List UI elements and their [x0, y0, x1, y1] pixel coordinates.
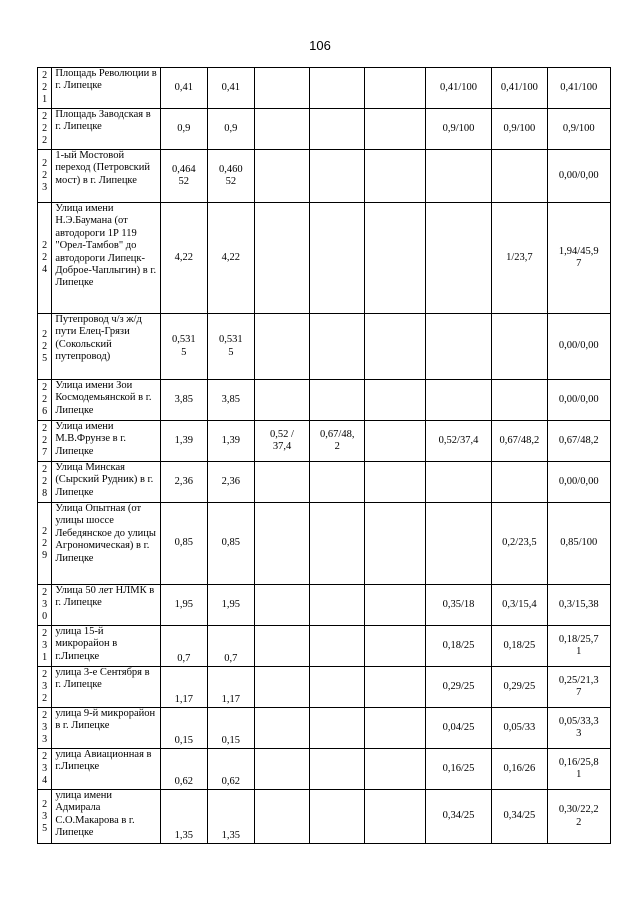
table-row — [38, 203, 611, 314]
length-regional — [207, 585, 254, 626]
value-col-6 — [310, 68, 365, 109]
value-col-10-text: 0,18/25,7 1 — [558, 633, 599, 657]
length-regional-text: 1,17 — [221, 693, 241, 705]
object-name-text: Улица имени М.В.Фрунзе в г. Липецке — [55, 421, 126, 457]
value-col-6 — [310, 314, 365, 380]
row-number-text: 2 3 5 — [42, 798, 48, 834]
value-col-9-text: 0,05/33 — [503, 721, 536, 733]
value-col-9 — [492, 380, 547, 421]
row-number — [38, 790, 52, 844]
value-col-8-text: 0,52/37,4 — [438, 434, 479, 446]
length-total — [160, 708, 207, 749]
row-number-text: 2 2 1 — [42, 70, 48, 105]
value-col-10-text: 0,3/15,38 — [558, 598, 599, 610]
value-col-10-text: 0,85/100 — [560, 537, 598, 549]
length-total — [160, 790, 207, 844]
row-number — [38, 503, 52, 585]
value-col-9 — [492, 626, 547, 667]
value-col-6 — [310, 749, 365, 790]
roads-table — [37, 67, 611, 844]
value-col-6 — [310, 150, 365, 203]
value-col-7 — [365, 790, 425, 844]
value-col-9 — [492, 421, 547, 462]
value-col-6 — [310, 626, 365, 667]
row-number-text: 2 2 6 — [42, 382, 48, 417]
length-total — [160, 503, 207, 585]
value-col-6 — [310, 380, 365, 421]
length-regional — [207, 109, 254, 150]
value-col-10 — [547, 109, 611, 150]
length-regional-text: 0,531 5 — [219, 334, 243, 358]
value-col-7 — [365, 314, 425, 380]
length-regional — [207, 380, 254, 421]
value-col-5 — [254, 380, 309, 421]
value-col-5 — [254, 503, 309, 585]
value-col-10 — [547, 708, 611, 749]
length-regional — [207, 749, 254, 790]
value-col-8 — [425, 503, 492, 585]
length-regional-text: 1,95 — [221, 598, 241, 610]
value-col-6 — [310, 109, 365, 150]
object-name — [52, 667, 160, 708]
table-row — [38, 421, 611, 462]
value-col-10-text: 0,00/0,00 — [558, 475, 599, 487]
row-number-text: 2 3 0 — [42, 587, 48, 622]
row-number-text: 2 2 3 — [42, 158, 48, 193]
length-regional-text: 0,15 — [221, 734, 241, 746]
value-col-10 — [547, 626, 611, 667]
object-name-text: Улица Минская (Сырский Рудник) в г. Липецке — [55, 462, 154, 498]
length-total — [160, 667, 207, 708]
length-total — [160, 421, 207, 462]
object-name-text: Площадь Заводская в г. Липецке — [55, 109, 151, 133]
value-col-8-text: 0,35/18 — [442, 598, 475, 610]
value-col-10 — [547, 314, 611, 380]
row-number-text: 2 3 1 — [42, 628, 48, 663]
value-col-7 — [365, 626, 425, 667]
length-regional-text: 0,7 — [224, 652, 238, 664]
row-number-text: 2 2 2 — [42, 111, 48, 146]
object-name-text: улица 15-й микрорайон в г.Липецке — [55, 626, 118, 662]
length-regional — [207, 421, 254, 462]
value-col-10-text: 0,00/0,00 — [558, 393, 599, 405]
value-col-7 — [365, 68, 425, 109]
value-col-9 — [492, 150, 547, 203]
value-col-6 — [310, 790, 365, 844]
row-number — [38, 667, 52, 708]
object-name — [52, 749, 160, 790]
value-col-7 — [365, 421, 425, 462]
table-row — [38, 314, 611, 380]
value-col-10 — [547, 68, 611, 109]
value-col-8-text: 0,18/25 — [442, 639, 475, 651]
value-col-9-text: 0,18/25 — [503, 639, 536, 651]
value-col-5 — [254, 421, 309, 462]
row-number-text: 2 2 9 — [42, 525, 48, 561]
value-col-8-text: 0,34/25 — [442, 810, 475, 822]
length-total-text: 1,95 — [174, 598, 193, 610]
length-total-text: 4,22 — [174, 251, 193, 263]
row-number — [38, 314, 52, 380]
table-row — [38, 68, 611, 109]
value-col-8 — [425, 68, 492, 109]
value-col-9-text: 0,2/23,5 — [502, 537, 537, 549]
value-col-10 — [547, 503, 611, 585]
length-total — [160, 462, 207, 503]
value-col-9-text: 0,67/48,2 — [499, 434, 540, 446]
value-col-5 — [254, 790, 309, 844]
length-total — [160, 68, 207, 109]
value-col-10 — [547, 790, 611, 844]
value-col-7 — [365, 667, 425, 708]
length-total-text: 0,85 — [174, 537, 193, 549]
length-regional — [207, 790, 254, 844]
row-number — [38, 150, 52, 203]
value-col-10-text: 0,25/21,3 7 — [558, 674, 599, 698]
row-number — [38, 109, 52, 150]
length-regional — [207, 68, 254, 109]
length-total-text: 1,17 — [174, 693, 193, 705]
value-col-9 — [492, 203, 547, 314]
length-regional-text: 1,35 — [221, 829, 241, 841]
value-col-9 — [492, 503, 547, 585]
value-col-5 — [254, 626, 309, 667]
value-col-8 — [425, 626, 492, 667]
value-col-6 — [310, 421, 365, 462]
table-row — [38, 626, 611, 667]
table-body — [38, 68, 611, 844]
row-number — [38, 626, 52, 667]
value-col-10 — [547, 462, 611, 503]
length-total-text: 2,36 — [174, 475, 193, 487]
value-col-9 — [492, 749, 547, 790]
value-col-9 — [492, 585, 547, 626]
object-name — [52, 150, 160, 203]
value-col-8 — [425, 708, 492, 749]
length-total-text: 0,41 — [174, 81, 193, 93]
row-number-text: 2 2 4 — [42, 240, 48, 275]
length-regional-text: 0,41 — [221, 81, 241, 93]
value-col-10 — [547, 667, 611, 708]
length-regional-text: 0,62 — [221, 775, 241, 787]
value-col-5 — [254, 749, 309, 790]
object-name-text: улица имени Адмирала С.О.Макарова в г. Липецке — [55, 790, 135, 839]
table-row — [38, 667, 611, 708]
object-name — [52, 503, 160, 585]
value-col-8 — [425, 790, 492, 844]
value-col-9 — [492, 109, 547, 150]
length-regional — [207, 203, 254, 314]
value-col-10-text: 1,94/45,9 7 — [558, 245, 599, 269]
length-total — [160, 203, 207, 314]
object-name-text: Улица имени Зои Космодемьянской в г. Липецке — [55, 380, 152, 416]
row-number — [38, 462, 52, 503]
length-regional — [207, 314, 254, 380]
value-col-9-text: 0,41/100 — [500, 81, 538, 93]
value-col-8-text: 0,29/25 — [442, 680, 475, 692]
value-col-9-text: 0,3/15,4 — [502, 598, 537, 610]
row-number — [38, 380, 52, 421]
value-col-5 — [254, 585, 309, 626]
length-total — [160, 585, 207, 626]
row-number-text: 2 3 2 — [42, 669, 48, 704]
object-name-text: Путепровод ч/з ж/д пути Елец-Грязи (Сокольский путепровод) — [55, 314, 142, 363]
page-number: 106 — [309, 38, 331, 53]
length-total-text: 0,15 — [174, 734, 193, 746]
length-total-text: 0,9 — [177, 122, 191, 134]
table-row — [38, 790, 611, 844]
length-total — [160, 314, 207, 380]
row-number — [38, 421, 52, 462]
value-col-7 — [365, 749, 425, 790]
table-row — [38, 708, 611, 749]
value-col-8 — [425, 749, 492, 790]
value-col-7 — [365, 380, 425, 421]
value-col-8 — [425, 667, 492, 708]
value-col-8-text: 0,16/25 — [442, 762, 475, 774]
row-number-text: 2 3 3 — [42, 710, 48, 745]
value-col-8-text: 0,04/25 — [442, 721, 475, 733]
value-col-9-text: 0,16/26 — [503, 762, 536, 774]
object-name — [52, 708, 160, 749]
row-number-text: 2 2 7 — [42, 423, 48, 458]
value-col-9-text: 0,34/25 — [503, 810, 536, 822]
length-regional — [207, 462, 254, 503]
length-total-text: 0,62 — [174, 775, 193, 787]
length-total-text: 0,531 5 — [171, 334, 196, 358]
value-col-10-text: 0,00/0,00 — [558, 169, 599, 181]
value-col-10 — [547, 203, 611, 314]
value-col-10 — [547, 150, 611, 203]
length-total — [160, 749, 207, 790]
length-regional-text: 4,22 — [221, 251, 241, 263]
length-total-text: 0,7 — [177, 652, 191, 664]
object-name-text: Улица 50 лет НЛМК в г. Липецке — [55, 585, 155, 609]
value-col-5 — [254, 109, 309, 150]
object-name-text: улица Авиационная в г.Липецке — [55, 749, 152, 773]
object-name — [52, 421, 160, 462]
value-col-8 — [425, 109, 492, 150]
length-total — [160, 626, 207, 667]
length-total-text: 3,85 — [174, 393, 193, 405]
value-col-8 — [425, 585, 492, 626]
length-total — [160, 150, 207, 203]
value-col-8 — [425, 380, 492, 421]
table-row — [38, 380, 611, 421]
value-col-10 — [547, 585, 611, 626]
value-col-9 — [492, 708, 547, 749]
object-name — [52, 790, 160, 844]
value-col-8 — [425, 314, 492, 380]
object-name-text: Площадь Революции в г. Липецке — [55, 68, 157, 92]
value-col-5 — [254, 203, 309, 314]
row-number — [38, 203, 52, 314]
length-total-text: 0,464 52 — [171, 163, 196, 187]
row-number — [38, 749, 52, 790]
length-regional-text: 3,85 — [221, 393, 241, 405]
object-name-text: 1-ый Мостовой переход (Петровский мост) в г. Липецке — [55, 150, 150, 186]
value-col-7 — [365, 203, 425, 314]
row-number — [38, 68, 52, 109]
table-row — [38, 585, 611, 626]
length-total-text: 1,39 — [174, 434, 193, 446]
value-col-5 — [254, 667, 309, 708]
value-col-6 — [310, 667, 365, 708]
value-col-7 — [365, 708, 425, 749]
length-total — [160, 380, 207, 421]
length-total-text: 1,35 — [174, 829, 193, 841]
object-name — [52, 585, 160, 626]
length-regional — [207, 503, 254, 585]
value-col-6 — [310, 708, 365, 749]
value-col-10 — [547, 749, 611, 790]
value-col-6 — [310, 585, 365, 626]
value-col-10-text: 0,00/0,00 — [558, 340, 599, 352]
value-col-5 — [254, 68, 309, 109]
value-col-5 — [254, 314, 309, 380]
value-col-8 — [425, 421, 492, 462]
length-regional-text: 2,36 — [221, 475, 241, 487]
value-col-6 — [310, 203, 365, 314]
length-regional-text: 1,39 — [221, 434, 241, 446]
value-col-6 — [310, 462, 365, 503]
value-col-7 — [365, 109, 425, 150]
value-col-9 — [492, 314, 547, 380]
object-name — [52, 626, 160, 667]
object-name-text: улица 9-й микрорайон в г. Липецке — [55, 708, 156, 732]
value-col-8-text: 0,41/100 — [439, 81, 478, 93]
object-name — [52, 380, 160, 421]
length-regional — [207, 708, 254, 749]
value-col-5 — [254, 462, 309, 503]
length-regional — [207, 150, 254, 203]
length-regional-text: 0,460 52 — [219, 163, 243, 187]
value-col-9-text: 1/23,7 — [506, 251, 533, 263]
value-col-10 — [547, 421, 611, 462]
value-col-9 — [492, 790, 547, 844]
object-name-text: улица 3-е Сентября в г. Липецке — [55, 667, 150, 691]
length-total — [160, 109, 207, 150]
value-col-8-text: 0,9/100 — [442, 122, 475, 134]
value-col-6 — [310, 503, 365, 585]
row-number-text: 2 3 4 — [42, 751, 48, 786]
object-name-text: Улица имени Н.Э.Баумана (от автодороги 1Р 119 "Орел-Тамбов" до автодороги Липецк-Доброе-Чаплыгин) в г. Липецке — [55, 203, 157, 289]
value-col-9 — [492, 667, 547, 708]
value-col-7 — [365, 585, 425, 626]
object-name-text: Улица Опытная (от улицы шоссе Лебедянское до улицы Агрономическая) в г. Липецке — [55, 503, 156, 564]
row-number-text: 2 2 8 — [42, 464, 48, 499]
length-regional-text: 0,85 — [221, 537, 241, 549]
value-col-8 — [425, 203, 492, 314]
value-col-8 — [425, 150, 492, 203]
object-name — [52, 109, 160, 150]
value-col-10-text: 0,05/33,3 3 — [558, 715, 599, 739]
value-col-9-text: 0,29/25 — [503, 680, 536, 692]
table-row — [38, 503, 611, 585]
length-regional — [207, 667, 254, 708]
value-col-7 — [365, 150, 425, 203]
length-regional-text: 0,9 — [224, 122, 238, 134]
row-number — [38, 585, 52, 626]
value-col-9 — [492, 68, 547, 109]
value-col-6-text: 0,67/48, 2 — [320, 428, 355, 452]
value-col-10-text: 0,16/25,8 1 — [558, 756, 599, 780]
value-col-10-text: 0,41/100 — [560, 81, 598, 93]
object-name — [52, 203, 160, 314]
value-col-7 — [365, 462, 425, 503]
table-row — [38, 109, 611, 150]
value-col-7 — [365, 503, 425, 585]
value-col-10-text: 0,67/48,2 — [558, 434, 599, 446]
value-col-10-text: 0,30/22,2 2 — [558, 804, 599, 828]
object-name — [52, 314, 160, 380]
value-col-5 — [254, 150, 309, 203]
table-row — [38, 462, 611, 503]
value-col-5-text: 0,52 / 37,4 — [270, 428, 294, 452]
row-number — [38, 708, 52, 749]
row-number-text: 2 2 5 — [42, 328, 48, 364]
value-col-10 — [547, 380, 611, 421]
value-col-5 — [254, 708, 309, 749]
object-name — [52, 462, 160, 503]
value-col-9 — [492, 462, 547, 503]
table-row — [38, 749, 611, 790]
object-name — [52, 68, 160, 109]
value-col-10-text: 0,9/100 — [562, 122, 595, 134]
value-col-9-text: 0,9/100 — [503, 122, 536, 134]
table-row — [38, 150, 611, 203]
length-regional — [207, 626, 254, 667]
value-col-8 — [425, 462, 492, 503]
